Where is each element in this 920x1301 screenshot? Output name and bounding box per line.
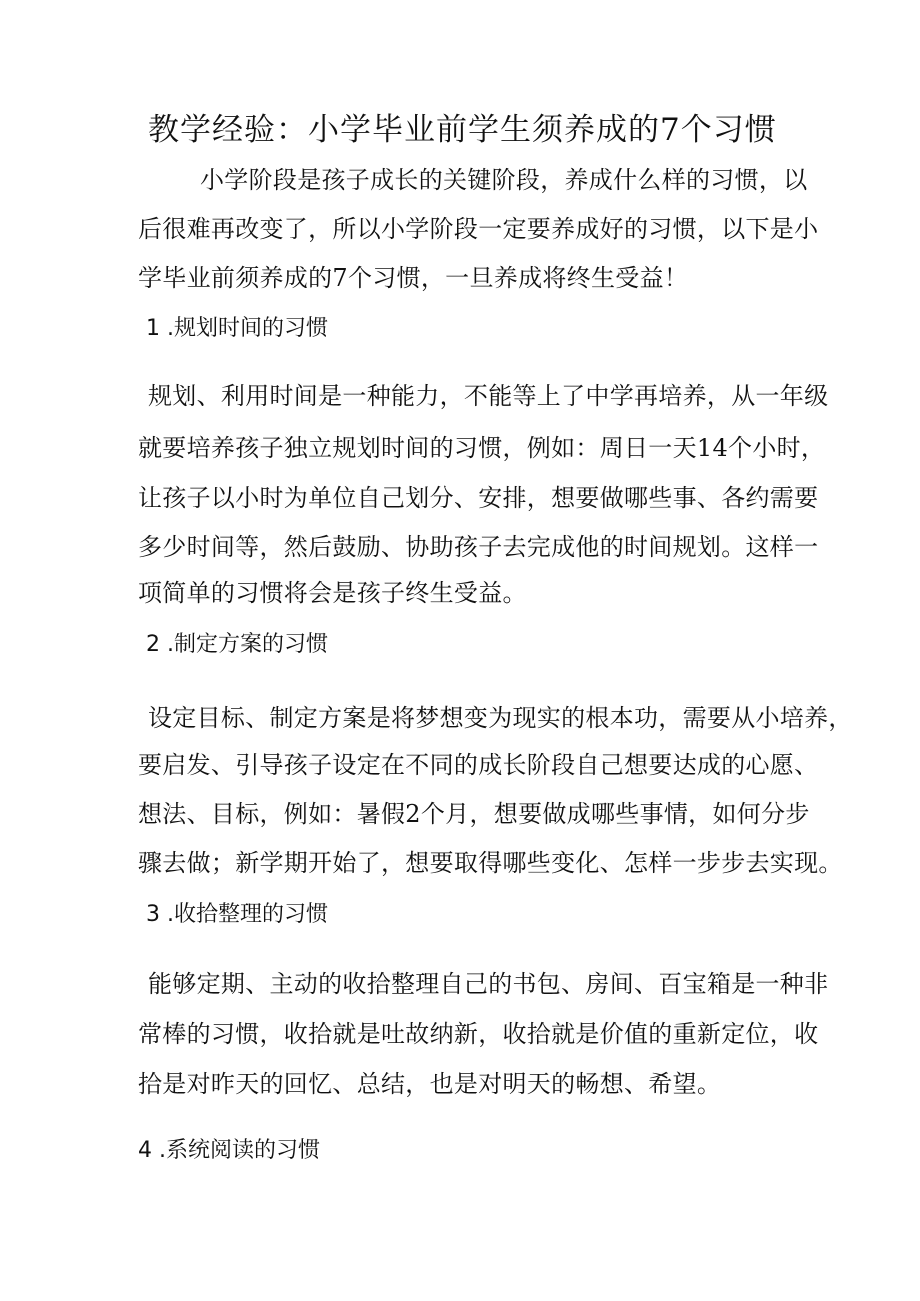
intro-line-3: 学毕业前须养成的7个习惯，一旦养成将终生受益！ — [138, 264, 689, 292]
section-heading-1: 1 .规划时间的习惯 — [146, 316, 328, 341]
section-heading-4: 4 .系统阅读的习惯 — [138, 1138, 320, 1163]
section-1-line-5: 项简单的习惯将会是孩子终生受益。 — [138, 579, 527, 607]
section-2-line-3: 想法、目标，例如：暑假2个月，想要做成哪些事情，如何分步 — [138, 800, 810, 828]
section-heading-2: 2 .制定方案的习惯 — [146, 632, 328, 657]
section-3-line-1: 能够定期、主动的收拾整理自己的书包、房间、百宝箱是一种非 — [148, 970, 829, 998]
section-1-line-1: 规划、利用时间是一种能力，不能等上了中学再培养，从一年级 — [148, 382, 829, 410]
section-2-line-4: 骤去做；新学期开始了，想要取得哪些变化、怎样一步步去实现。 — [138, 849, 843, 877]
section-heading-3: 3 .收拾整理的习惯 — [146, 902, 328, 927]
section-2-line-1: 设定目标、制定方案是将梦想变为现实的根本功，需要从小培养， — [148, 704, 853, 732]
section-3-line-2: 常棒的习惯，收拾就是吐故纳新，收拾就是价值的重新定位，收 — [138, 1020, 819, 1048]
intro-line-2: 后很难再改变了，所以小学阶段一定要养成好的习惯，以下是小 — [138, 215, 819, 243]
section-3-line-3: 拾是对昨天的回忆、总结，也是对明天的畅想、希望。 — [138, 1070, 722, 1098]
document-title: 教学经验：小学毕业前学生须养成的7个习惯 — [148, 112, 777, 148]
intro-line-1: 小学阶段是孩子成长的关键阶段，养成什么样的习惯，以 — [200, 166, 808, 194]
section-1-line-4: 多少时间等，然后鼓励、协助孩子去完成他的时间规划。这样一 — [138, 533, 819, 561]
section-1-line-3: 让孩子以小时为单位自己划分、安排，想要做哪些事、各约需要 — [138, 484, 819, 512]
section-2-line-2: 要启发、引导孩子设定在不同的成长阶段自己想要达成的心愿、 — [138, 751, 819, 779]
section-1-line-2: 就要培养孩子独立规划时间的习惯，例如：周日一天14个小时， — [138, 434, 826, 462]
